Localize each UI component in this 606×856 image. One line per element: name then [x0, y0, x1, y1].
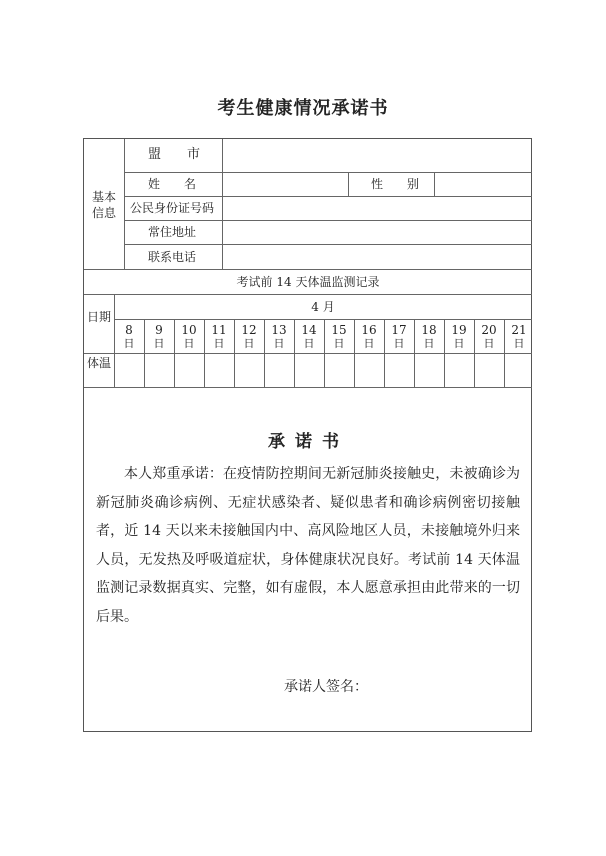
signature-field[interactable]	[376, 672, 506, 696]
temperature-cell[interactable]	[505, 354, 534, 387]
temperature-cell[interactable]	[145, 354, 174, 387]
document-title: 考生健康情况承诺书	[217, 98, 389, 119]
temperature-label: 体温	[86, 356, 111, 370]
signature-label: 承诺人签名：	[284, 679, 368, 695]
row-divider	[114, 319, 532, 320]
day-number: 16	[361, 323, 377, 337]
league-city-field[interactable]	[223, 139, 532, 172]
day-number: 18	[421, 323, 437, 337]
temperature-cell[interactable]	[385, 354, 414, 387]
row-divider	[84, 294, 532, 295]
id-number-field[interactable]	[223, 197, 532, 220]
day-suffix: 日	[483, 337, 495, 350]
day-number: 10	[181, 323, 197, 337]
date-label: 日期	[86, 310, 111, 324]
day-number: 21	[511, 323, 527, 337]
day-number: 20	[481, 323, 497, 337]
phone-field[interactable]	[223, 245, 532, 269]
month-label: 4 月	[311, 300, 335, 314]
day-suffix: 日	[333, 337, 345, 350]
phone-label: 联系电话	[148, 250, 197, 264]
temperature-cell[interactable]	[175, 354, 204, 387]
day-number: 15	[331, 323, 347, 337]
basic-info-label: 基本信息	[91, 190, 116, 220]
day-number: 9	[155, 323, 163, 337]
temperature-cell[interactable]	[415, 354, 444, 387]
day-suffix: 日	[423, 337, 435, 350]
temperature-cell[interactable]	[115, 354, 144, 387]
address-label: 常住地址	[148, 225, 197, 239]
temperature-cell[interactable]	[445, 354, 474, 387]
temperature-cell[interactable]	[265, 354, 294, 387]
day-suffix: 日	[153, 337, 165, 350]
day-suffix: 日	[243, 337, 255, 350]
day-number: 17	[391, 323, 407, 337]
row-divider	[84, 387, 532, 388]
day-number: 11	[211, 323, 227, 337]
address-field[interactable]	[223, 221, 532, 244]
temperature-cell[interactable]	[325, 354, 354, 387]
day-number: 19	[451, 323, 467, 337]
league-city-label: 盟 市	[148, 147, 201, 162]
temperature-cell[interactable]	[355, 354, 384, 387]
day-suffix: 日	[123, 337, 135, 350]
col-divider	[124, 139, 125, 269]
id-number-label: 公民身份证号码	[130, 201, 215, 215]
temperature-cell[interactable]	[235, 354, 264, 387]
day-number: 14	[301, 323, 317, 337]
day-suffix: 日	[213, 337, 225, 350]
day-suffix: 日	[183, 337, 195, 350]
day-suffix: 日	[453, 337, 465, 350]
day-number: 12	[241, 323, 257, 337]
day-suffix: 日	[513, 337, 525, 350]
temperature-cell[interactable]	[205, 354, 234, 387]
col-divider	[348, 172, 349, 196]
gender-field[interactable]	[435, 173, 532, 196]
row-divider	[84, 269, 532, 270]
day-number: 13	[271, 323, 287, 337]
day-number: 8	[125, 323, 133, 337]
pledge-title: 承诺书	[268, 432, 349, 452]
day-suffix: 日	[303, 337, 315, 350]
day-suffix: 日	[363, 337, 375, 350]
gender-label: 性 别	[371, 177, 420, 191]
pledge-form	[83, 138, 532, 732]
temperature-cell[interactable]	[475, 354, 504, 387]
temperature-section-title: 考试前 14 天体温监测记录	[236, 275, 380, 289]
pledge-body: 本人郑重承诺：在疫情防控期间无新冠肺炎接触史，未被确诊为新冠肺炎确诊病例、无症状感染者、疑似患者和确诊病例密切接触者，近 14 天以来未接触国内中、高风险地区人员，未接触境外归来人员，无发热及呼吸道症状，身体健康状况良好。考试前 14 天体温监测记录数据真实、完整，如有虚假，本人愿意承担由此带来的一切后果。	[96, 466, 520, 625]
name-field[interactable]	[223, 173, 348, 196]
day-suffix: 日	[273, 337, 285, 350]
temperature-cell[interactable]	[295, 354, 324, 387]
day-suffix: 日	[393, 337, 405, 350]
name-label: 姓 名	[148, 177, 197, 191]
